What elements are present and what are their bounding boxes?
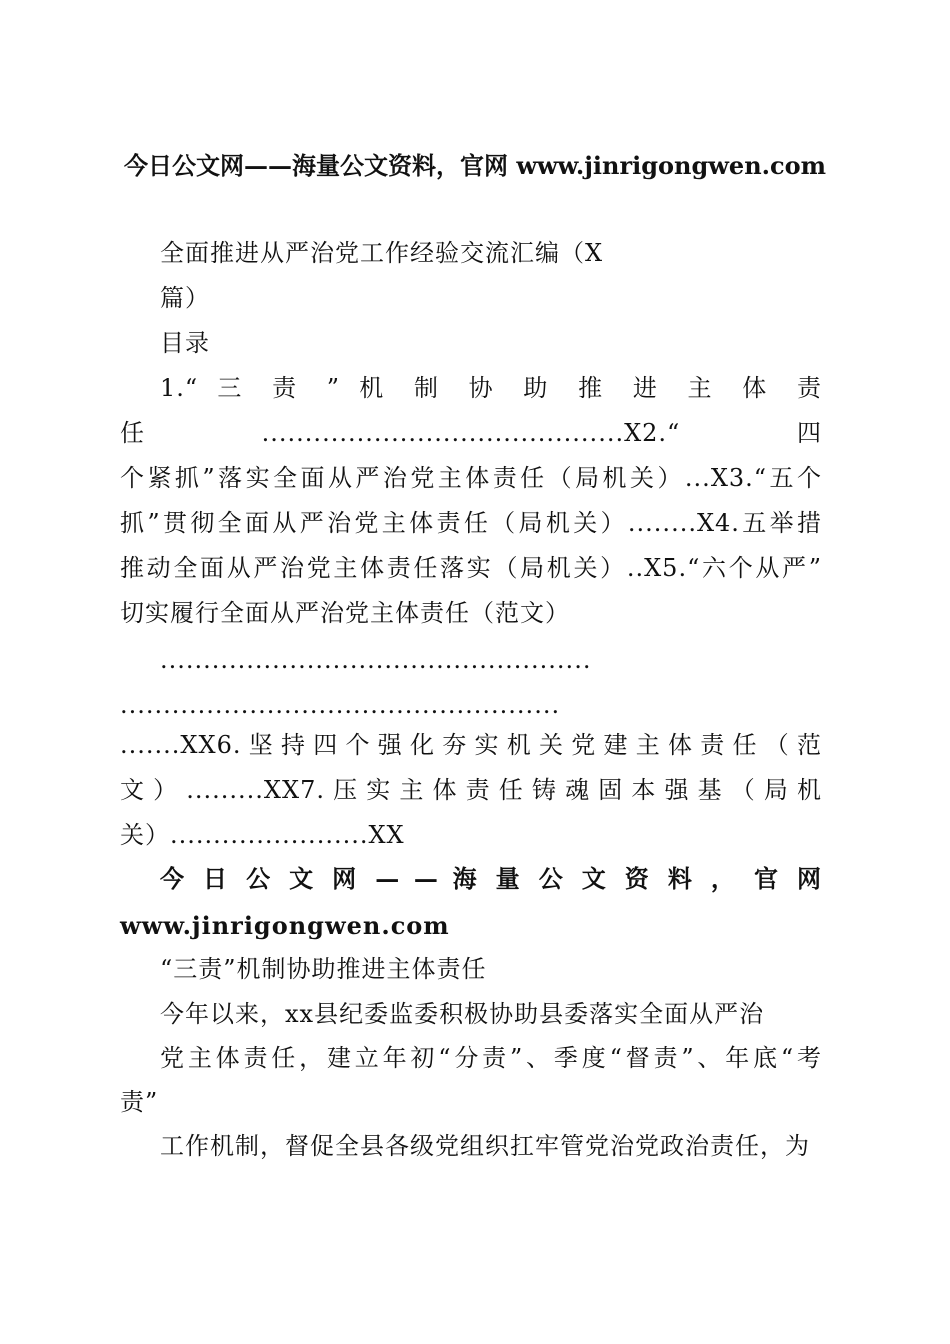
toc-line: 个紧抓”落实全面从严治党主体责任（局机关）...X3.“五个 [120, 464, 822, 492]
toc-line: 关）.......................XX [120, 821, 405, 849]
toc-line: 1.“ 三 责 ” 机 制 协 助 推 进 主 体 责 [160, 374, 822, 402]
repeat-banner-line-1: 今 日 公 文 网 — — 海 量 公 文 资 料 ， 官 网 [160, 864, 822, 893]
toc-line: 文）.........XX7.压实主体责任铸魂固本强基（局机 [120, 776, 822, 804]
body-line: 今年以来，xx县纪委监委积极协助县委落实全面从严治 [160, 1000, 765, 1028]
toc-line: 推动全面从严治党主体责任落实（局机关）..X5.“六个从严” [120, 554, 822, 582]
toc-line: 抓”贯彻全面从严治党主体责任（局机关）........X4.五举措 [120, 509, 822, 537]
toc-line: .......XX6.坚持四个强化夯实机关党建主体责任（范 [120, 731, 822, 759]
doc-title-line-1: 全面推进从严治党工作经验交流汇编（X [160, 239, 604, 267]
site-banner: 今日公文网——海量公文资料，官网 www.jinrigongwen.com [123, 151, 827, 180]
body-line: 责” [120, 1088, 159, 1116]
body-line: 工作机制，督促全县各级党组织扛牢管党治党政治责任，为 [160, 1132, 810, 1160]
toc-line: ................................................... [120, 691, 561, 719]
repeat-banner-line-2: www.jinrigongwen.com [120, 911, 450, 940]
body-line: 党主体责任，建立年初“分责”、季度“督责”、年底“考 [160, 1044, 822, 1072]
toc-line: 切实履行全面从严治党主体责任（范文） [120, 599, 570, 627]
toc-line: 任..........................................X2.“四 [120, 419, 822, 447]
toc-line: .................................................. [160, 646, 592, 674]
doc-title-line-2: 篇） [160, 284, 210, 312]
toc-heading: 目录 [160, 329, 210, 357]
section-title: “三责”机制协助推进主体责任 [160, 955, 487, 983]
